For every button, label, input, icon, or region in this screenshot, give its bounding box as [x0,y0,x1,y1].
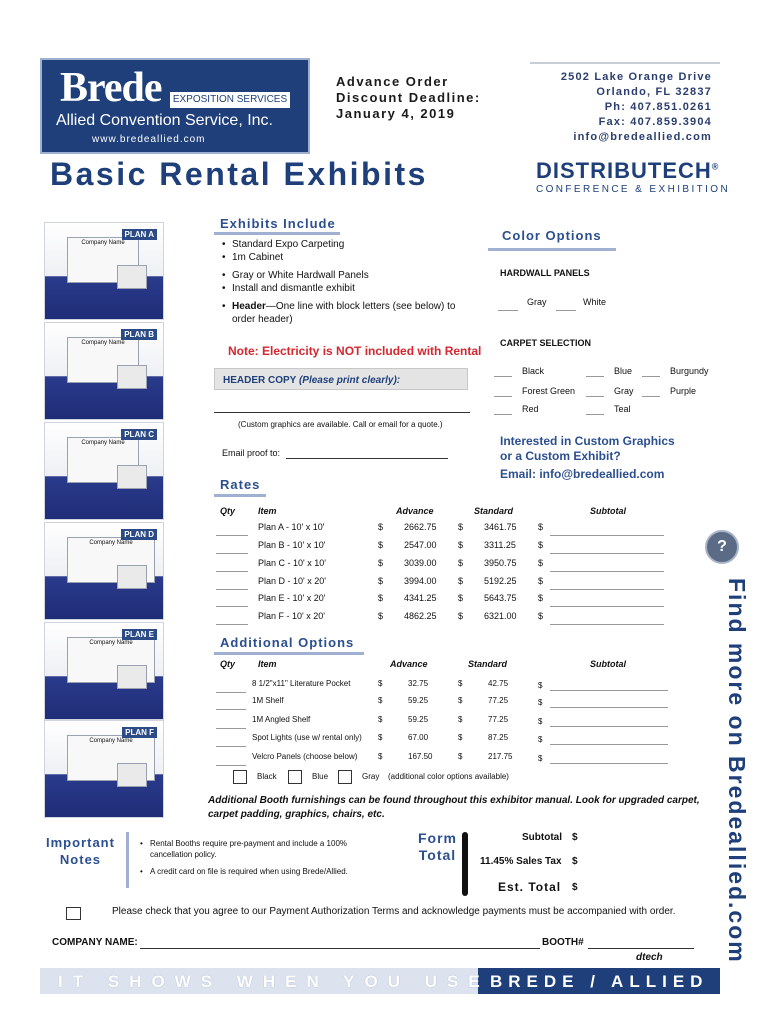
option-item: 1M Angled Shelf [252,715,311,724]
option-standard: 87.25 [488,733,509,742]
velcro-black-checkbox[interactable] [233,770,247,784]
rate-standard: 3311.25 [484,540,516,550]
currency-symbol: $ [378,522,384,532]
velcro-gray-checkbox[interactable] [338,770,352,784]
rate-advance: 2662.75 [404,522,437,532]
currency-symbol: $ [538,593,544,603]
callout-line-1: Interested in Custom Graphics [500,434,675,448]
furnishings-note: Additional Booth furnishings can be found throughout this exhibitor manual. Look for upgraded carpet, carpet padding, graphics, chairs, etc. [208,795,700,820]
subtotal-input[interactable] [550,707,668,708]
subtotal-input[interactable] [550,606,664,607]
fax-number: Fax: 407.859.3904 [598,116,712,128]
currency-symbol: $ [538,611,544,621]
address-block [520,70,712,145]
company-name-label: COMPANY NAME: [52,937,138,948]
rates-col-subtotal: Subtotal [590,506,626,516]
currency-symbol: $ [458,733,463,742]
options-col-qty: Qty [220,659,236,669]
subtotal-input[interactable] [550,726,668,727]
currency-symbol: $ [538,522,544,532]
important-line-1: Important [46,835,115,850]
sales-tax-label: 11.45% Sales Tax [480,856,562,867]
currency-symbol: $ [378,576,384,586]
plan-c-label: PLAN C [121,429,157,440]
qty-input[interactable] [216,624,248,625]
header-desc: —One line with block letters (see below) to order header) [232,301,456,325]
question-icon[interactable]: ? [705,530,739,564]
currency-symbol: $ [458,558,464,568]
plan-d-image [44,522,164,620]
hardwall-white: White [583,297,607,307]
hardwall-gray-blank[interactable] [498,310,518,311]
address-city: Orlando, FL 32837 [596,86,712,98]
booth-counter [117,365,147,389]
rate-standard: 3950.75 [484,558,517,568]
booth-counter [117,465,147,489]
rate-advance: 3994.00 [404,576,437,586]
velcro-blue-label: Blue [312,772,329,781]
plan-e-image [44,622,164,720]
rate-standard: 5643.75 [484,593,517,603]
carpet-red: Red [522,404,539,414]
list-item: • Gray or White Hardwall Panels [220,269,470,282]
carpet-forest-green: Forest Green [522,386,576,396]
header-copy-box [214,368,468,390]
registered-mark: ® [711,161,720,172]
rates-col-standard: Standard [474,506,514,516]
option-item: 1M Shelf [252,696,284,705]
email-proof-label: Email proof to: [222,448,281,458]
currency-symbol: $ [538,754,543,763]
rates-col-item: Item [258,506,277,516]
phone-number: Ph: 407.851.0261 [604,101,712,113]
important-note-1 [140,838,380,860]
rate-standard: 6321.00 [484,611,517,621]
option-advance: 59.25 [408,696,429,705]
currency-symbol: $ [538,540,544,550]
header-copy-input[interactable] [214,412,470,413]
header-copy-hint: (Please print clearly): [298,375,401,386]
booth-counter [117,565,147,589]
option-advance: 67.00 [408,733,429,742]
rate-item: Plan D - 10' x 20' [258,576,326,586]
options-col-standard: Standard [468,659,508,669]
list-item: • Install and dismantle exhibit [220,282,470,295]
exhibits-list [220,238,470,326]
velcro-gray-label: Gray [362,772,380,781]
booth-label: BOOTH# [542,937,584,948]
option-advance: 59.25 [408,715,429,724]
color-options-heading: Color Options [502,228,602,243]
carpet-black: Black [522,366,545,376]
booth-counter [117,665,147,689]
deadline-date: January 4, 2019 [336,106,456,121]
section-rule [214,652,364,655]
plan-a-image [44,222,164,320]
subtotal-input[interactable] [550,763,668,764]
booth-sign: Company Name [89,640,133,646]
rate-item: Plan F - 10' x 20' [258,611,325,621]
rates-heading: Rates [220,477,261,492]
header-bold: Header [232,301,266,312]
currency-symbol: $ [458,715,463,724]
carpet-burgundy: Burgundy [670,366,709,376]
currency-symbol: $ [378,540,384,550]
qty-input[interactable] [216,606,248,607]
section-rule [214,494,266,497]
velcro-note: (additional color options available) [388,772,509,781]
qty-input[interactable] [216,709,246,710]
callout-email[interactable]: Email: info@bredeallied.com [500,467,665,481]
form-total-line-2: Total [418,847,457,863]
velcro-blue-checkbox[interactable] [288,770,302,784]
company-name-input[interactable] [140,948,540,949]
rate-item: Plan A - 10' x 10' [258,522,325,532]
carpet-label: CARPET SELECTION [500,338,592,348]
rate-advance: 3039.00 [404,558,437,568]
carpet-burgundy-blank[interactable] [642,376,660,377]
hardwall-gray: Gray [527,297,547,307]
important-divider [126,832,129,888]
rate-advance: 4341.25 [404,593,437,603]
section-rule [214,232,340,235]
carpet-blue: Blue [614,366,633,376]
qty-input[interactable] [216,765,246,766]
form-total-bar [462,832,468,896]
booth-sign: Company Name [89,540,133,546]
currency-symbol: $ [378,696,383,705]
bullet-icon: • [140,867,143,876]
currency-symbol: $ [458,679,463,688]
deadline-line-1: Advance Order [336,74,449,89]
carpet-red-blank[interactable] [494,414,512,415]
currency-symbol: $ [538,576,544,586]
currency-symbol: $ [458,522,464,532]
rate-standard: 5192.25 [484,576,517,586]
booth-counter [117,763,147,787]
rate-advance: 2547.00 [404,540,437,550]
option-standard: 217.75 [488,752,513,761]
subtotal-input[interactable] [550,690,668,691]
qty-input[interactable] [216,553,248,554]
hardwall-white-blank[interactable] [556,310,576,311]
currency-symbol: $ [378,558,384,568]
company-name-logo: Allied Convention Service, Inc. [56,112,273,129]
carpet-blue-blank[interactable] [586,376,604,377]
additional-options-heading: Additional Options [220,635,355,650]
subtotal-input[interactable] [550,553,664,554]
agreement-checkbox[interactable] [66,907,81,920]
booth-sign: Company Name [81,440,125,446]
subtotal-input[interactable] [550,571,664,572]
form-total-line-1: Form [418,830,457,846]
booth-input[interactable] [588,948,694,949]
rates-col-advance: Advance [396,506,434,516]
currency-symbol: $ [458,752,463,761]
plan-d-label: PLAN D [121,529,157,540]
plan-f-label: PLAN F [122,727,157,738]
plan-a-label: PLAN A [122,229,157,240]
subtotal-input[interactable] [550,624,664,625]
carpet-purple: Purple [670,386,697,396]
option-advance: 167.50 [408,752,433,761]
options-col-subtotal: Subtotal [590,659,626,669]
qty-input[interactable] [216,535,248,536]
options-col-advance: Advance [390,659,428,669]
subtotal-label: Subtotal [522,832,562,843]
subtotal-input[interactable] [550,535,664,536]
header-copy-label: HEADER COPY [223,375,297,386]
currency-symbol: $ [538,735,543,744]
rate-item: Plan C - 10' x 10' [258,558,326,568]
carpet-gray: Gray [614,386,634,396]
currency-symbol: $ [378,679,383,688]
important-notes-heading [46,834,115,868]
list-item: • Standard Expo Carpeting [220,238,470,251]
important-notes-list [140,838,380,877]
event-subtitle: CONFERENCE & EXHIBITION [536,184,731,195]
sales-tax-currency: $ [572,856,578,867]
rate-standard: 3461.75 [484,522,517,532]
find-more-sidebar: Find more on Bredeallied.com [724,578,750,964]
address-divider [530,62,720,64]
carpet-purple-blank[interactable] [642,396,660,397]
currency-symbol: $ [538,698,543,707]
option-item: Spot Lights (use w/ rental only) [252,733,362,742]
currency-symbol: $ [378,752,383,761]
qty-input[interactable] [216,589,248,590]
custom-graphics-note: (Custom graphics are available. Call or email for a quote.) [238,420,443,429]
rate-item: Plan E - 10' x 20' [258,593,326,603]
velcro-black-label: Black [257,772,277,781]
agreement-text: Please check that you agree to our Payment Authorization Terms and acknowledge payments must be accompanied with order. [112,906,676,917]
event-logo [536,158,719,184]
currency-symbol: $ [458,576,464,586]
subtotal-currency: $ [572,832,578,843]
options-col-item: Item [258,659,277,669]
exposition-services-label: EXPOSITION SERVICES [170,92,290,108]
est-total-label: Est. Total [498,880,562,894]
currency-symbol: $ [378,593,384,603]
currency-symbol: $ [378,611,384,621]
currency-symbol: $ [378,715,383,724]
contact-email[interactable]: info@bredeallied.com [573,131,712,143]
custom-graphics-callout [500,434,675,482]
form-total-heading [418,830,457,864]
plan-e-label: PLAN E [122,629,157,640]
option-item: 8 1/2"x11" Literature Pocket [252,679,351,688]
event-name: DISTRIBUTECH [536,158,712,183]
currency-symbol: $ [458,611,464,621]
footer-brand: BREDE / ALLIED [490,972,709,991]
qty-input[interactable] [216,728,246,729]
note-2-text: A credit card on file is required when using Brede/Allied. [150,867,348,876]
plan-c-image [44,422,164,520]
rate-advance: 4862.25 [404,611,437,621]
event-code: dtech [636,952,663,963]
subtotal-input[interactable] [550,589,664,590]
email-proof-input[interactable] [286,458,448,459]
important-line-2: Notes [59,852,102,867]
option-standard: 42.75 [488,679,509,688]
booth-sign: Company Name [81,240,125,246]
option-advance: 32.75 [408,679,429,688]
currency-symbol: $ [458,696,463,705]
address-street: 2502 Lake Orange Drive [560,71,712,83]
callout-line-2: or a Custom Exhibit? [500,449,621,463]
carpet-gray-blank[interactable] [586,396,604,397]
list-item-header [220,300,470,326]
website-link[interactable]: www.bredeallied.com [92,134,206,145]
currency-symbol: $ [458,540,464,550]
page-title: Basic Rental Exhibits [50,156,428,192]
deadline-block [336,74,481,122]
hardwall-label: HARDWALL PANELS [500,268,590,278]
subtotal-input[interactable] [550,744,668,745]
qty-input[interactable] [216,571,248,572]
carpet-black-blank[interactable] [494,376,512,377]
option-standard: 77.25 [488,696,509,705]
brede-logo-text: Brede [60,65,162,111]
booth-sign: Company Name [81,340,125,346]
carpet-teal: Teal [614,404,631,414]
booth-counter [117,265,147,289]
deadline-line-2: Discount Deadline: [336,90,481,105]
plan-f-image [44,720,164,818]
qty-input[interactable] [216,746,246,747]
note-1-text: Rental Booths require pre-payment and include a 100% cancellation policy. [150,839,348,859]
currency-symbol: $ [538,717,543,726]
footer-slogan: IT SHOWS WHEN YOU USE [58,972,490,991]
electricity-note: Note: Electricity is NOT included with Rental [228,344,482,358]
currency-symbol: $ [378,733,383,742]
plan-b-label: PLAN B [121,329,157,340]
currency-symbol: $ [538,681,543,690]
rates-col-qty: Qty [220,506,236,516]
currency-symbol: $ [458,593,464,603]
section-rule [488,248,616,251]
list-item: • 1m Cabinet [220,251,470,264]
important-note-2 [140,866,380,877]
currency-symbol: $ [538,558,544,568]
bullet-icon: • [140,839,143,848]
option-standard: 77.25 [488,715,509,724]
exhibits-include-heading: Exhibits Include [220,216,336,231]
plan-b-image [44,322,164,420]
est-total-currency: $ [572,882,578,893]
rate-item: Plan B - 10' x 10' [258,540,326,550]
carpet-forest-green-blank[interactable] [494,396,512,397]
carpet-teal-blank[interactable] [586,414,604,415]
option-item: Velcro Panels (choose below) [252,752,358,761]
booth-sign: Company Name [89,738,133,744]
qty-input[interactable] [216,692,246,693]
